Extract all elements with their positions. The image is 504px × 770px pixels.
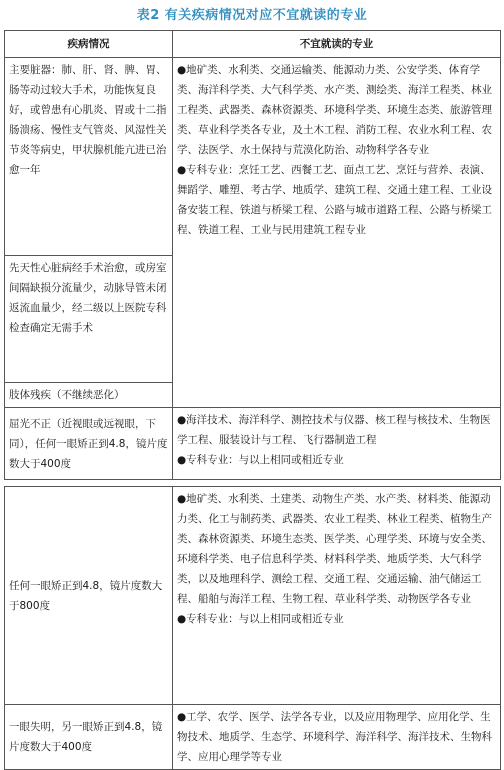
majors-cell: [173, 487, 501, 705]
condition-cell: 任何一眼矫正到4.8，镜片度数大于800度: [5, 487, 173, 705]
condition-cell: 肢体残疾（不继续恶化）: [5, 383, 173, 408]
disease-major-table: [4, 30, 501, 770]
condition-cell: 先天性心脏病经手术治愈，或房室间隔缺损分流量少，动脉导管未闭返流血量少，经二级以上医院专科检查确定无需手术: [5, 256, 173, 383]
majors-junior-college: ●专科专业：烹饪工艺、西餐工艺、面点工艺、烹饪与营养、表演、舞蹈学、雕塑、考古学、地质学、建筑工程、交通土建工程、工业设备安装工程、铁道与桥梁工程、公路与城市道路工程、公路与桥梁工程、铁道工程、工业与民用建筑工程专业: [177, 164, 492, 236]
majors-cell: [173, 705, 501, 770]
majors-junior-college: ●专科专业：与以上相同或相近专业: [177, 613, 344, 625]
condition-cell: 主要脏器：肺、肝、肾、脾、胃、肠等动过较大手术，功能恢复良好，或曾患有心肌炎、胃或十二指肠溃疡、慢性支气管炎、风湿性关节炎等病史，甲状腺机能亢进已治愈一年: [5, 58, 173, 256]
header-condition: 疾病情况: [5, 31, 173, 58]
majors-undergrad: ●地矿类、水利类、土建类、动物生产类、水产类、材料类、能源动力类、化工与制药类、武器类、农业工程类、林业工程类、植物生产类、森林资源类、环境生态类、医学类、心理学类、环境与安全类、环境科学类、电子信息科学类、材料科学类、地质学类、大气科学类，以及地理科学、测绘工程、交通工程、交通运输、油气储运工程、船舶与海洋工程、生物工程、草业科学类、动物医学各专业: [177, 493, 492, 605]
header-majors: 不宜就读的专业: [173, 31, 501, 58]
majors-junior-college: ●专科专业：与以上相同或相近专业: [177, 454, 344, 466]
table-row: [5, 408, 501, 480]
majors-undergrad: ●工学、农学、医学、法学各专业，以及应用物理学、应用化学、生物技术、地质学、生态学、环境科学、海洋科学、海洋技术、生物科学、应用心理学等专业: [177, 711, 492, 763]
majors-undergrad: ●海洋技术、海洋科学、测控技术与仪器、核工程与核技术、生物医学工程、服装设计与工程、飞行器制造工程: [177, 414, 491, 446]
majors-undergrad: ●地矿类、水利类、交通运输类、能源动力类、公安学类、体育学类、海洋科学类、大气科学类、水产类、测绘类、海洋工程类、林业工程类、武器类、森林资源类、环境科学类、环境生态类、旅游管理类、草业科学类各专业，及土木工程、消防工程、农业水利工程、农学、法医学、水土保持与荒漠化防治、动物科学各专业: [177, 64, 492, 156]
table-title: 表2 有关疾病情况对应不宜就读的专业: [136, 8, 368, 23]
condition-cell: 一眼失明，另一眼矫正到4.8，镜片度数大于400度: [5, 705, 173, 770]
majors-cell: [173, 408, 501, 480]
condition-cell: 屈光不正（近视眼或远视眼，下同），任何一眼矫正到4.8，镜片度数大于400度: [5, 408, 173, 480]
row-separator: [5, 480, 501, 487]
majors-cell: [173, 58, 501, 408]
table-row: [5, 705, 501, 770]
table-header-row: [5, 31, 501, 58]
table-row: [5, 487, 501, 705]
table-row: [5, 58, 501, 256]
